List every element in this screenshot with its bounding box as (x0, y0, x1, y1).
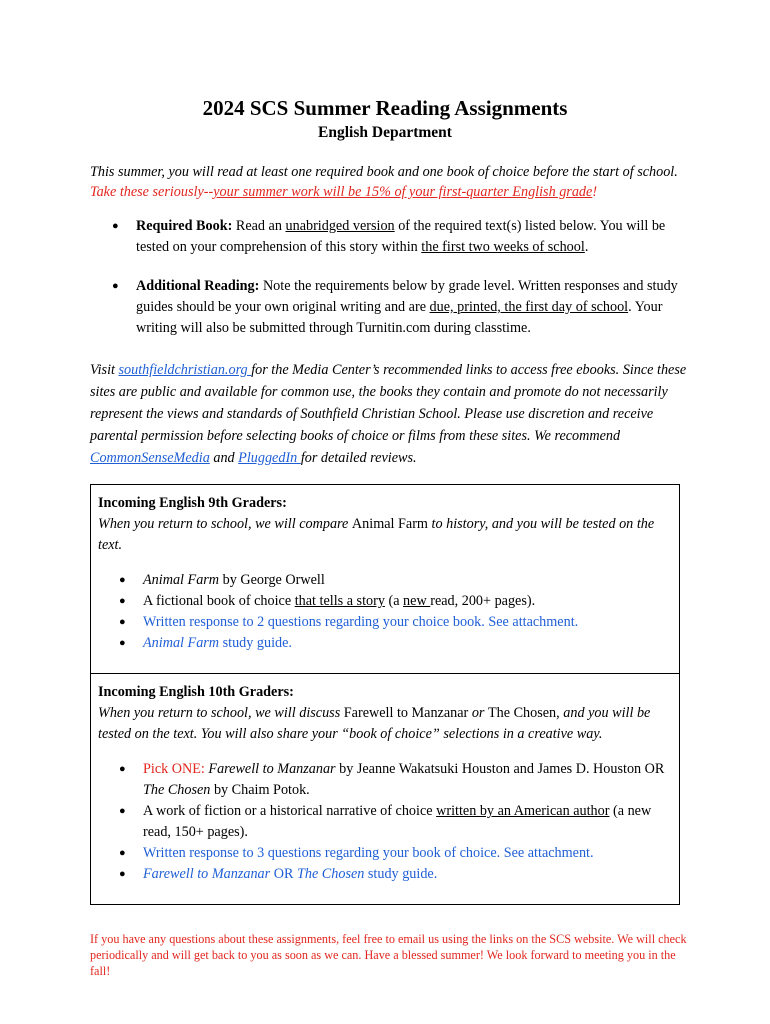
fiction-text: A work of fiction or a historical narrative of choice (143, 803, 437, 819)
media-center-paragraph (90, 359, 690, 469)
required-book-label: Required Book: (136, 218, 233, 234)
bullet-icon: ● (119, 595, 126, 607)
media-text: for the Media Center’s recommended links to access free ebooks. Since these sites are public and available for common use, the books they contain and promote do not necessarily represent the views and standards of Southfield Christian School. Please use discretion and receive parental permission before selecting books of choice or films from these sites. We recommend (90, 362, 687, 444)
study-guide-text: study guide. (219, 635, 292, 651)
grade10-item-2 (98, 801, 671, 843)
media-and: and (209, 450, 239, 466)
study-guide-or: OR (270, 866, 297, 882)
required-book-text: Read an (232, 218, 286, 234)
grade10-note-text: When you return to school, we will discuss (98, 705, 344, 721)
grade9-item-2 (98, 591, 671, 612)
grade10-note (98, 703, 671, 745)
grade10-item-1 (98, 759, 671, 801)
additional-reading-text-2: . Your writing will also be submitted through Turnitin.com during classtime. (136, 299, 663, 336)
grade10-item-4 (98, 864, 671, 885)
pick-one-label: Pick ONE: (143, 761, 209, 777)
grade9-note-book: Animal Farm (351, 516, 428, 532)
bullet-icon: ● (119, 868, 126, 880)
bullet-icon: ● (119, 805, 126, 817)
study-guide-title-1: Farewell to Manzanar (143, 866, 271, 882)
commonsensemedia-link[interactable]: CommonSenseMedia (90, 450, 210, 466)
additional-reading-text: Note the requirements below by grade level. Written responses and study guides should be your own original writing and are (136, 278, 678, 315)
grade9-note-text-2: to history, and you will be tested on the text. (98, 516, 655, 553)
new-underline: new (403, 593, 431, 609)
american-author-underline: written by an American author (436, 803, 610, 819)
fiction-text-2: (a new read, 150+ pages). (143, 803, 652, 840)
grade10-response-text: Written response to 3 questions regarding your book of choice. See attachment. (143, 845, 594, 861)
intro-exclamation: ! (592, 184, 598, 200)
requirements-list (90, 216, 690, 357)
intro-text: This summer, you will read at least one required book and one book of choice before the start of school. (90, 164, 678, 180)
unabridged-underline: unabridged version (285, 218, 395, 234)
intro-grade-weight: your summer work will be 15% of your first-quarter English grade (213, 184, 593, 200)
footer-note: If you have any questions about these assignments, feel free to email us using the links on the SCS website. We will check periodically and will get back to you as soon as we can. Have a blessed summer! We look forward to meeting you in the fall! (90, 932, 687, 978)
additional-reading-label: Additional Reading: (136, 278, 260, 294)
grade10-item-3 (98, 843, 671, 864)
media-visit-text: Visit (90, 362, 119, 378)
grade10-heading: Incoming English 10th Graders: (98, 684, 294, 700)
page-subtitle: English Department (318, 124, 452, 141)
two-weeks-underline: the first two weeks of school (421, 239, 585, 255)
bullet-icon: ● (119, 637, 126, 649)
grade9-box (90, 484, 680, 674)
study-guide-title: Animal Farm (143, 635, 220, 651)
grade9-response-text: Written response to 2 questions regarding your choice book. See attachment. (143, 614, 579, 630)
grade9-heading: Incoming English 9th Graders: (98, 495, 287, 511)
bullet-icon: ● (119, 847, 126, 859)
grade10-note-book1: Farewell to Manzanar (343, 705, 469, 721)
choice-text-3: read, 200+ pages). (430, 593, 536, 609)
due-date-underline: due, printed, the first day of school (429, 299, 629, 315)
grade10-note-book2: The Chosen, (487, 705, 560, 721)
pluggedin-link[interactable]: PluggedIn (238, 450, 301, 466)
tells-story-underline: that tells a story (294, 593, 385, 609)
bullet-icon: ● (119, 616, 126, 628)
manzanar-title: Farewell to Manzanar (208, 761, 336, 777)
grade9-item-4 (98, 633, 671, 654)
required-book-item (90, 216, 690, 258)
grade10-note-text-2: and you will be tested on the text. You will also share your “book of choice” selections in a creative way. (98, 705, 651, 742)
study-guide-title-2: The Chosen (296, 866, 365, 882)
required-book-text-2: of the required text(s) listed below. You will be tested on your comprehension of this story within (136, 218, 666, 255)
bullet-icon: ● (112, 220, 119, 232)
grade10-list (98, 759, 671, 885)
bullet-icon: ● (119, 574, 126, 586)
intro-paragraph (90, 162, 690, 202)
required-book-end: . (584, 239, 589, 255)
grade9-item-1 (98, 570, 671, 591)
southfieldchristian-link[interactable]: southfieldchristian.org (118, 362, 252, 378)
grade9-item-3 (98, 612, 671, 633)
chosen-title: The Chosen (143, 782, 211, 798)
grade9-list (98, 570, 671, 654)
chosen-author: by Chaim Potok. (210, 782, 310, 798)
study-guide-text-2: study guide. (364, 866, 438, 882)
page-title: 2024 SCS Summer Reading Assignments (202, 96, 568, 120)
grade10-box (90, 673, 680, 905)
grade10-note-or: or (468, 705, 488, 721)
grade9-note (98, 514, 671, 556)
grade9-note-text: When you return to school, we will compare (98, 516, 352, 532)
choice-text-2: (a (384, 593, 404, 609)
intro-warning: Take these seriously-- (90, 184, 214, 200)
media-text-end: for detailed reviews. (300, 450, 417, 466)
choice-text: A fictional book of choice (143, 593, 295, 609)
bullet-icon: ● (119, 763, 126, 775)
additional-reading-item (90, 276, 690, 339)
animal-farm-title: Animal Farm (143, 572, 220, 588)
animal-farm-author: by George Orwell (219, 572, 325, 588)
manzanar-author: by Jeanne Wakatsuki Houston and James D. Houston OR (335, 761, 665, 777)
bullet-icon: ● (112, 280, 119, 292)
